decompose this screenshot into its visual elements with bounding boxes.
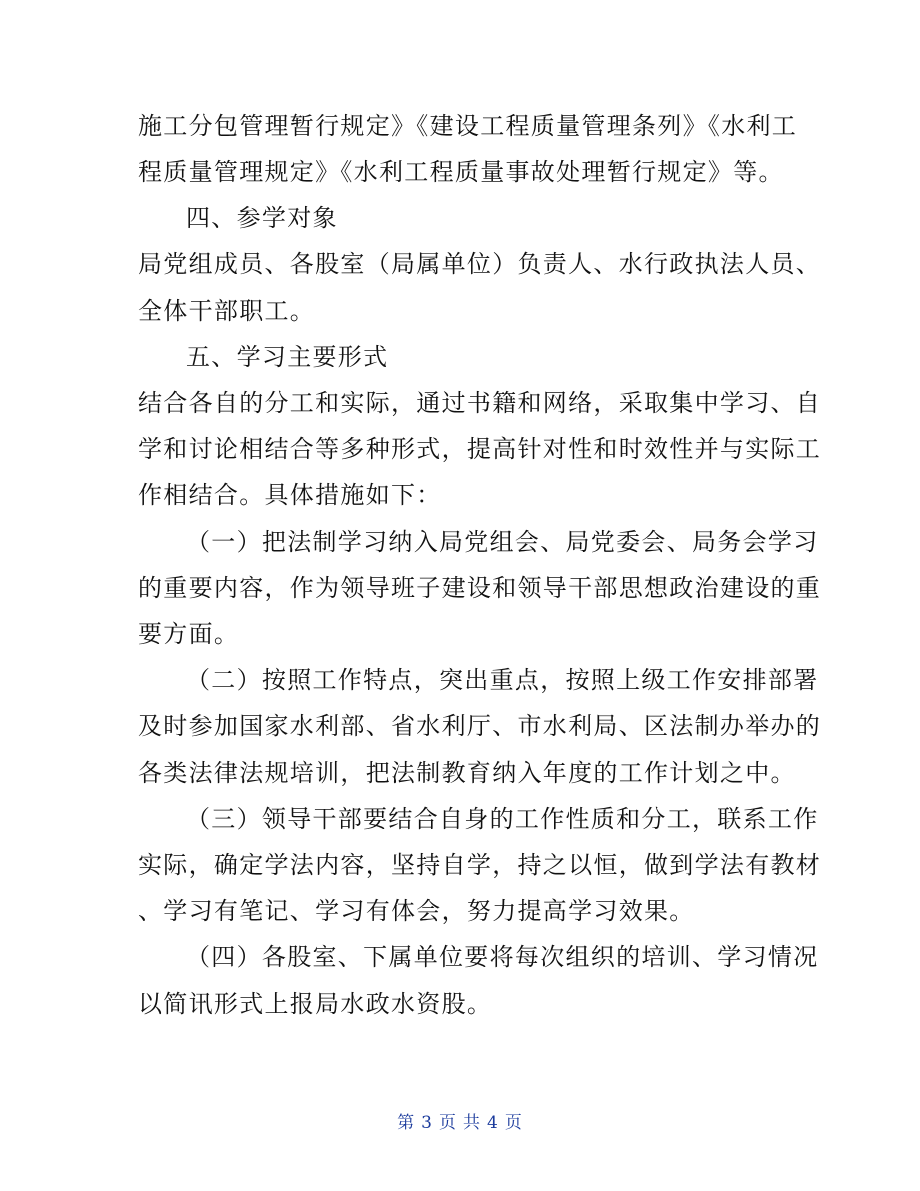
text-line: 、学习有笔记、学习有体会，努力提高学习效果。 — [138, 897, 695, 925]
text-line: 实际，确定学法内容，坚持自学，持之以恒，做到学法有教材 — [138, 851, 822, 879]
page-footer — [0, 1112, 920, 1134]
text-line: 结合各自的分工和实际，通过书籍和网络，采取集中学习、自 — [138, 389, 822, 417]
section-heading: 五、学习主要形式 — [186, 343, 389, 371]
text-line: 以简讯形式上报局水政水资股。 — [138, 990, 493, 1018]
text-line: （一）把法制学习纳入局党组会、局党委会、局务会学习 — [186, 528, 819, 556]
footer-gong: 共 — [463, 1113, 481, 1133]
text-line: 的重要内容，作为领导班子建设和领导干部思想政治建设的重 — [138, 574, 822, 602]
text-line: 局党组成员、各股室（局属单位）负责人、水行政执法人员、 — [138, 250, 822, 278]
footer-total-pages: 4 — [487, 1113, 499, 1133]
footer-page-number: 3 — [421, 1113, 433, 1133]
footer-ye: 页 — [439, 1113, 457, 1133]
section-heading: 四、参学对象 — [186, 204, 338, 232]
text-line: （二）按照工作特点，突出重点，按照上级工作安排部署 — [186, 666, 819, 694]
text-line: 全体干部职工。 — [138, 297, 316, 325]
text-line: 施工分包管理暂行规定》《建设工程质量管理条列》《水利工 — [138, 112, 798, 140]
footer-di: 第 — [397, 1113, 416, 1133]
text-line: 学和讨论相结合等多种形式，提高针对性和时效性并与实际工 — [138, 435, 822, 463]
text-line: 要方面。 — [138, 620, 240, 648]
text-line: 各类法律法规培训，把法制教育纳入年度的工作计划之中。 — [138, 759, 796, 787]
text-line: 及时参加国家水利部、省水利厅、市水利局、区法制办举办的 — [138, 712, 822, 740]
text-line: （四）各股室、下属单位要将每次组织的培训、学习情况 — [186, 943, 819, 971]
text-line: 作相结合。具体措施如下： — [138, 481, 442, 509]
text-line: （三）领导干部要结合自身的工作性质和分工，联系工作 — [186, 805, 819, 833]
text-line: 程质量管理规定》《水利工程质量事故处理暂行规定》等。 — [138, 158, 784, 186]
footer-ye: 页 — [504, 1113, 523, 1133]
